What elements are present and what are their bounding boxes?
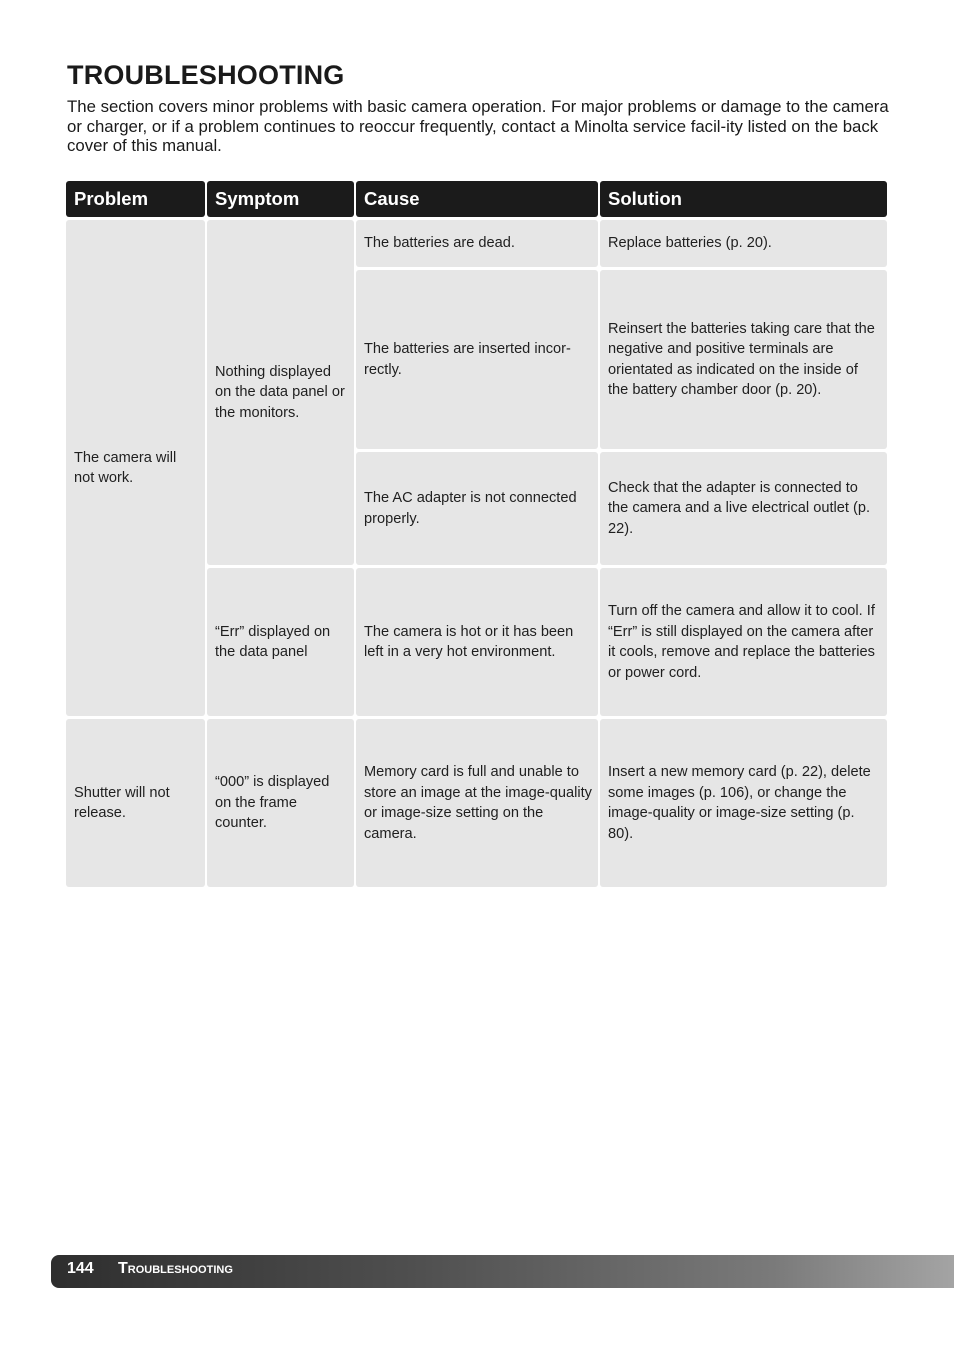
solution-cell <box>600 270 887 449</box>
header-problem: Problem <box>66 181 205 217</box>
cause-text: The batteries are inserted incor-rectly. <box>364 341 571 378</box>
footer-section-title: Troubleshooting <box>118 1260 233 1277</box>
solution-text: Insert a new memory card (p. 22), delete some images (p. 106), or change the image-quality or image-size setting (p. 80). <box>608 764 871 842</box>
problem-cell <box>66 719 205 887</box>
symptom-cell <box>207 220 354 565</box>
cause-text: Memory card is full and unable to store an image at the image-quality or image-size setting on the camera. <box>364 764 592 842</box>
cause-cell <box>356 568 598 716</box>
cause-text: The camera is hot or it has been left in a very hot environment. <box>364 623 574 660</box>
solution-text: Reinsert the batteries taking care that the negative and positive terminals are orientated as indicated on the inside of the battery chamber door (p. 20). <box>608 320 875 398</box>
header-symptom: Symptom <box>207 181 354 217</box>
page-number: 144 <box>67 1260 94 1277</box>
header-cause: Cause <box>356 181 598 217</box>
problem-cell <box>66 220 205 716</box>
cause-cell <box>356 220 598 267</box>
symptom-text: Nothing displayed on the data panel or the monitors. <box>215 363 345 421</box>
symptom-text: “000” is displayed on the frame counter. <box>215 774 330 832</box>
cause-cell <box>356 452 598 565</box>
cause-text: The batteries are dead. <box>364 235 515 252</box>
header-solution: Solution <box>600 181 887 217</box>
solution-text: Turn off the camera and allow it to cool. If “Err” is still displayed on the camera after it cools, remove and replace the batteries or power cord. <box>608 603 875 681</box>
problem-text: Shutter will not release. <box>74 784 170 821</box>
solution-text: Check that the adapter is connected to the camera and a live electrical outlet (p. 22). <box>608 479 871 537</box>
problem-text: The camera will not work. <box>74 449 177 486</box>
intro-paragraph: The section covers minor problems with basic camera operation. For major problems or damage to the camera or charger, or if a problem continues to reoccur frequently, contact a Minolta service facil-ity listed on the back cover of this manual. <box>67 97 889 155</box>
solution-text: Replace batteries (p. 20). <box>608 235 772 252</box>
page-title: TROUBLESHOOTING <box>67 60 345 90</box>
cause-cell <box>356 270 598 449</box>
cause-cell <box>356 719 598 887</box>
symptom-cell <box>207 568 354 716</box>
solution-cell <box>600 452 887 565</box>
symptom-cell <box>207 719 354 887</box>
symptom-text: “Err” displayed on the data panel <box>215 623 331 660</box>
solution-cell <box>600 220 887 267</box>
solution-cell <box>600 568 887 716</box>
solution-cell <box>600 719 887 887</box>
cause-text: The AC adapter is not connected properly. <box>364 490 577 527</box>
